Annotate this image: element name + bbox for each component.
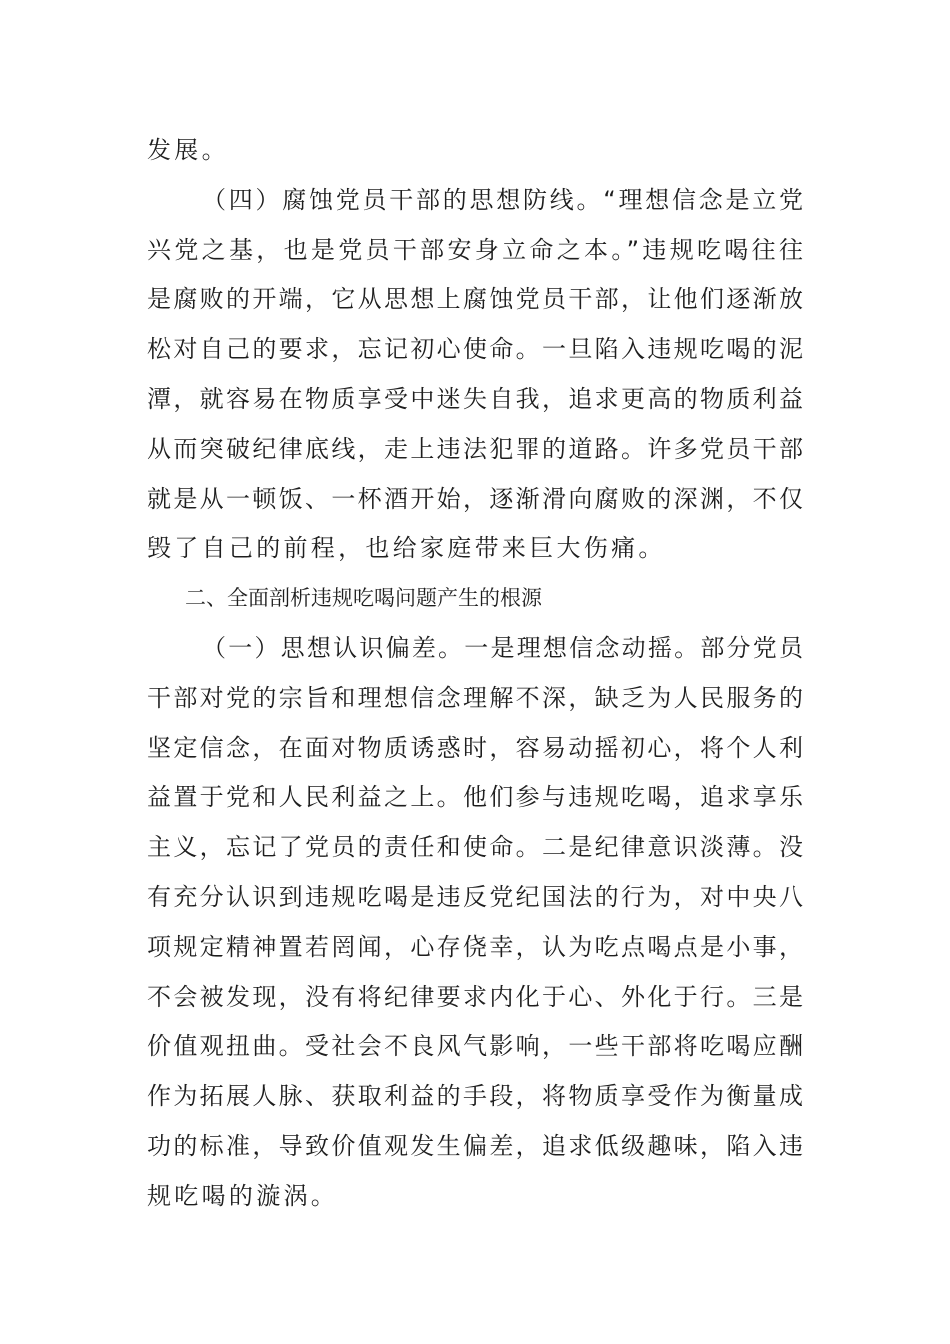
text-line: （一）思想认识偏差。一是理想信念动摇。部分党员 — [202, 634, 803, 662]
text-line: 价值观扭曲。受社会不良风气影响，一些干部将吃喝应酬 — [147, 1032, 803, 1061]
text-line: 规吃喝的漩涡。 — [147, 1181, 339, 1210]
text-line: 作为拓展人脉、获取利益的手段，将物质享受作为衡量成 — [147, 1082, 803, 1111]
text-line: 毁了自己的前程，也给家庭带来巨大伤痛。 — [147, 534, 666, 563]
text-line: 就是从一顿饭、一杯酒开始，逐渐滑向腐败的深渊，不仅 — [147, 484, 803, 513]
text-line: 潭，就容易在物质享受中迷失自我，追求更高的物质利益 — [147, 385, 803, 413]
text-line: （四）腐蚀党员干部的思想防线。“理想信念是立党 — [202, 185, 803, 214]
text-line: 主义，忘记了党员的责任和使命。二是纪律意识淡薄。没 — [147, 833, 803, 862]
text-line: 松对自己的要求，忘记初心使命。一旦陷入违规吃喝的泥 — [147, 335, 803, 364]
text-line: 益置于党和人民利益之上。他们参与违规吃喝，追求享乐 — [147, 783, 803, 812]
text-line: 是腐败的开端，它从思想上腐蚀党员干部，让他们逐渐放 — [147, 285, 803, 314]
text-line: 兴党之基，也是党员干部安身立命之本。”违规吃喝往往 — [147, 235, 803, 264]
text-line: 坚定信念，在面对物质诱惑时，容易动摇初心，将个人利 — [147, 733, 803, 762]
text-line: 功的标准，导致价值观发生偏差，追求低级趣味，陷入违 — [147, 1132, 803, 1160]
text-line: 有充分认识到违规吃喝是违反党纪国法的行为，对中央八 — [147, 883, 803, 911]
text-line: 项规定精神置若罔闻，心存侥幸，认为吃点喝点是小事， — [147, 932, 803, 961]
text-line: 发展。 — [147, 136, 229, 164]
text-line: 从而突破纪律底线，走上违法犯罪的道路。许多党员干部 — [147, 434, 803, 463]
section-heading: 二、全面剖析违规吃喝问题产生的根源 — [185, 586, 542, 611]
text-line: 干部对党的宗旨和理想信念理解不深，缺乏为人民服务的 — [147, 683, 803, 712]
text-line: 不会被发现，没有将纪律要求内化于心、外化于行。三是 — [147, 982, 803, 1011]
